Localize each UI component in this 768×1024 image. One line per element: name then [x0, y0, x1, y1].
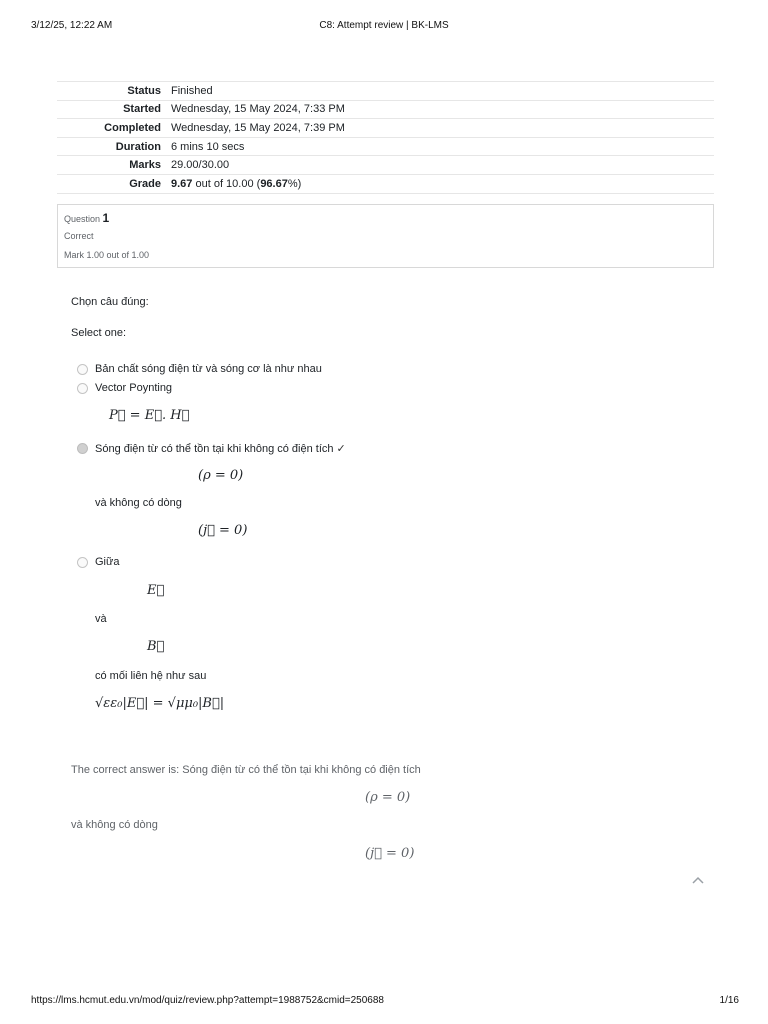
question-prompt: Chọn câu đúng:: [71, 296, 149, 308]
question-info-box: [57, 204, 714, 268]
grade-percent: 96.67: [260, 177, 288, 190]
formula-j-zero: (j⃗ = 0): [198, 523, 248, 538]
question-label: Question: [64, 214, 101, 224]
summary-label: Completed: [104, 121, 161, 134]
answer-option-label: Giữa: [95, 556, 120, 568]
check-icon: ✓: [336, 443, 346, 455]
summary-value: Wednesday, 15 May 2024, 7:33 PM: [171, 103, 345, 116]
question-number-value: 1: [102, 211, 110, 225]
grade-percent-suffix: %): [287, 177, 302, 190]
answer-option-label: Vector Poynting: [95, 382, 173, 394]
radio-button[interactable]: [77, 383, 88, 394]
formula-poynting: P⃗ = E⃗. H⃗: [109, 408, 190, 423]
question-number: [64, 211, 109, 225]
answer-option-label: Sóng điện từ có thể tồn tại khi không có điện tích: [95, 443, 334, 455]
formula-relation: √εε₀|E⃗| = √μμ₀|B⃗|: [95, 696, 225, 711]
chevron-up-icon[interactable]: [690, 873, 706, 887]
summary-row-completed: [57, 119, 714, 138]
summary-label: Duration: [115, 140, 161, 153]
answer-option-label: Bản chất sóng điện từ và sóng cơ là như nhau: [95, 363, 322, 375]
radio-button[interactable]: [77, 364, 88, 375]
formula-b-vector: B⃗: [147, 639, 165, 654]
summary-row-grade: [57, 174, 714, 193]
radio-button-selected[interactable]: [77, 443, 88, 454]
feedback-formula-rho: (ρ = 0): [365, 790, 411, 805]
print-datetime: 3/12/25, 12:22 AM: [31, 20, 113, 31]
correct-answer-text: The correct answer is: Sóng điện từ có thể tồn tại khi không có điện tích: [71, 764, 421, 776]
summary-row-status: [57, 82, 714, 101]
print-title: C8: Attempt review | BK-LMS: [319, 20, 449, 31]
formula-rho-zero: (ρ = 0): [198, 468, 244, 483]
summary-value-grade: [168, 174, 714, 193]
summary-row-marks: [57, 156, 714, 175]
summary-value: 6 mins 10 secs: [171, 140, 245, 153]
formula-e-vector: E⃗: [147, 583, 165, 598]
summary-label: Status: [127, 84, 161, 97]
print-page-number: 1/16: [719, 995, 739, 1006]
summary-row-started: [57, 100, 714, 119]
feedback-middle-text: và không có dòng: [71, 819, 158, 831]
summary-value: Finished: [171, 84, 213, 97]
summary-label: Marks: [129, 159, 161, 172]
attempt-summary-table: [57, 81, 714, 194]
summary-label: Grade: [129, 177, 161, 190]
summary-value: Wednesday, 15 May 2024, 7:39 PM: [171, 121, 345, 134]
question-mark: Mark 1.00 out of 1.00: [64, 250, 150, 260]
summary-row-duration: [57, 137, 714, 156]
summary-label: Started: [123, 103, 161, 116]
question-state: Correct: [64, 231, 94, 241]
summary-value: 29.00/30.00: [171, 159, 230, 172]
radio-button[interactable]: [77, 557, 88, 568]
option-4-middle-text: và: [95, 613, 107, 625]
grade-out-of: out of 10.00 (: [192, 177, 261, 190]
print-url: https://lms.hcmut.edu.vn/mod/quiz/review.php?attempt=1988752&cmid=250688: [31, 995, 384, 1006]
grade-score: 9.67: [171, 177, 193, 190]
select-one-label: Select one:: [71, 327, 127, 339]
option-4-tail-text: có mối liên hệ như sau: [95, 670, 207, 682]
option-3-middle-text: và không có dòng: [95, 497, 182, 509]
answer-option-label-wrap: [95, 442, 346, 455]
feedback-formula-j: (j⃗ = 0): [365, 846, 415, 861]
